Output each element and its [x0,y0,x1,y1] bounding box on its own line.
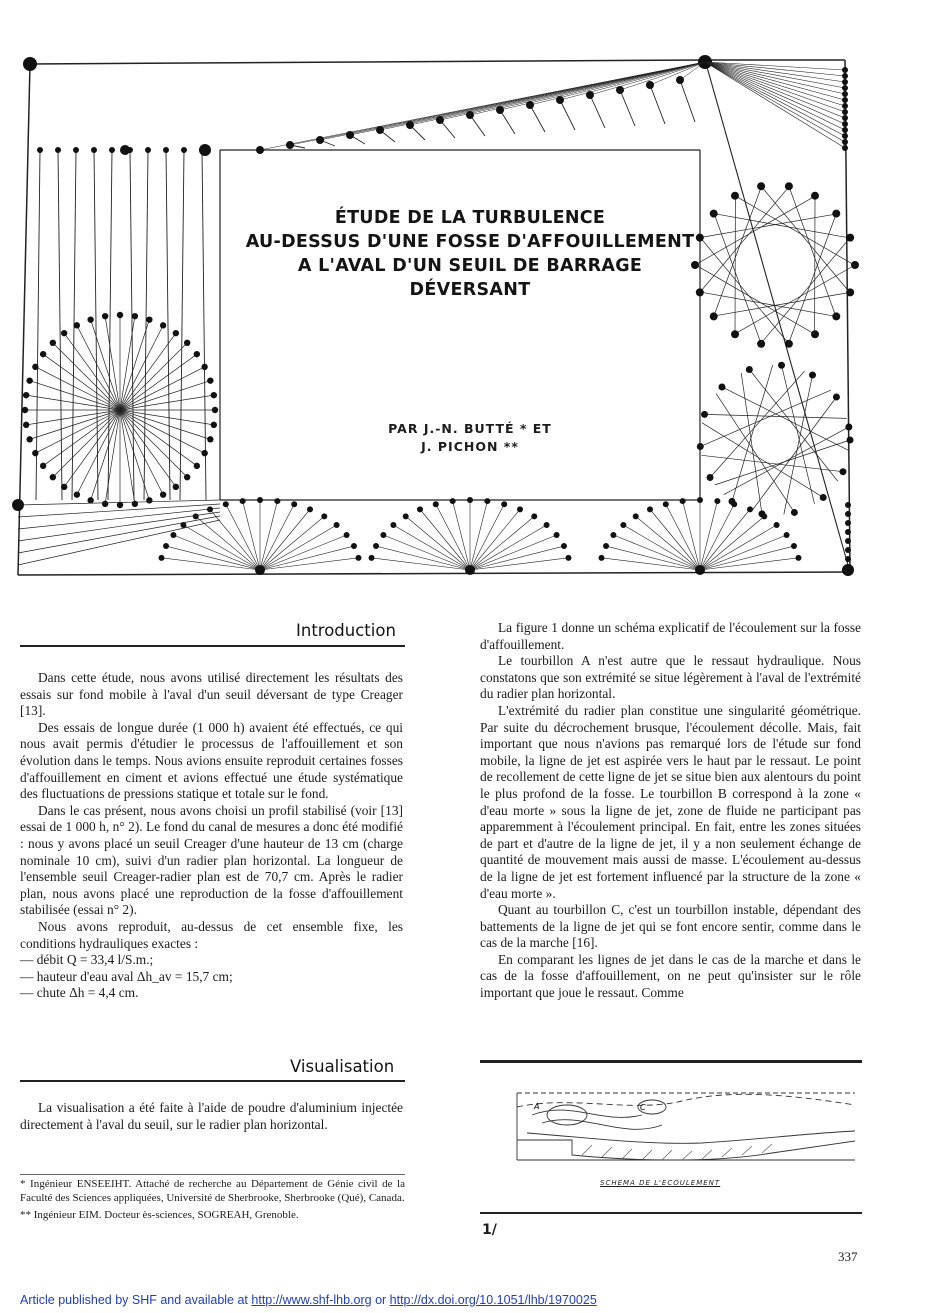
string-node [346,131,354,139]
string-line [120,410,197,466]
condition-item: — hauteur d'eau aval Δh_av = 15,7 cm; [20,968,233,984]
publication-middle: or [371,1293,390,1307]
string-line [714,186,762,316]
string-node [380,532,386,538]
footnote-rule [20,1174,405,1175]
string-node [406,121,414,129]
string-node [778,362,785,369]
shf-link[interactable]: http://www.shf-lhb.org [251,1293,372,1307]
string-node [610,532,616,538]
string-node [697,497,703,503]
string-node [501,501,507,507]
string-node [832,312,840,320]
string-node [256,146,264,154]
paragraph: Le tourbillon A n'est autre que le ressaut hydraulique. Nous constatons que son extrémité se situe légèrement à l'aval de l'extrémité du radier plan horizontal. [480,653,861,702]
string-node [286,141,294,149]
string-node [201,450,207,456]
string-node [146,497,152,503]
string-line [18,572,850,575]
string-node [344,532,350,538]
string-node [517,506,523,512]
string-node [842,67,848,73]
string-line [18,64,30,575]
title-line-3: A L'AVAL D'UN SEUIL DE BARRAGE [297,256,643,276]
heading-rule [20,1080,405,1082]
string-node [369,555,375,561]
string-node [321,513,327,519]
string-line [789,186,836,317]
string-node [159,555,165,561]
string-node [257,497,263,503]
label-c: C [640,1103,646,1112]
string-node [145,147,151,153]
string-node [833,393,840,400]
string-node [26,377,32,383]
string-node [845,423,852,430]
string-node [223,501,229,507]
string-node [839,468,846,475]
visualisation-body [20,1100,403,1133]
string-node [845,565,851,571]
string-node [785,340,793,348]
string-node [160,491,166,497]
string-node [785,182,793,190]
string-node [718,383,725,390]
string-line [500,110,515,134]
string-line [705,62,845,124]
string-line [705,414,847,418]
string-node [851,261,859,269]
string-node [181,147,187,153]
string-node [316,136,324,144]
string-node [291,501,297,507]
string-line [788,214,836,344]
string-node [746,366,753,373]
string-node [710,312,718,320]
string-line [120,381,210,410]
string-line [650,85,665,124]
string-node [714,498,720,504]
string-node [163,543,169,549]
string-node [193,513,199,519]
string-line [58,150,62,500]
string-node [74,491,80,497]
string-node [466,111,474,119]
string-node [845,529,851,535]
condition-item: — débit Q = 33,4 l/S.m.; [20,952,154,968]
string-node [307,506,313,512]
string-node [160,322,166,328]
heading-rule [20,645,405,647]
string-line [590,95,605,128]
string-line [43,354,120,410]
string-node [207,436,213,442]
string-node [211,392,217,398]
string-node [556,96,564,104]
string-node [842,121,848,127]
string-node [842,127,848,133]
string-node [207,377,213,383]
paragraph: En comparant les lignes de jet dans le cas de la marche et dans le cas de la fosse d'affouillement, on ne peut qu'insister sur le rôle important que joue le ressaut. Comme [480,951,861,1001]
string-node [701,411,708,418]
publication-notice [20,1293,597,1307]
article-title [220,206,720,302]
string-node [747,506,753,512]
string-node [55,147,61,153]
string-node [676,76,684,84]
string-line [784,375,813,514]
string-line [64,333,120,410]
string-node [194,351,200,357]
string-node [417,506,423,512]
string-node [680,498,686,504]
string-node [586,91,594,99]
string-node [211,422,217,428]
string-node [757,340,765,348]
string-node [616,86,624,94]
string-line [202,150,206,500]
introduction-heading: Introduction [296,621,396,640]
figure-bottom-rule [480,1212,862,1214]
string-node [731,501,737,507]
string-node [707,474,714,481]
authors [220,420,720,456]
right-column-body [480,620,861,1002]
string-node [50,340,56,346]
string-node [201,364,207,370]
string-line [36,150,40,500]
string-node [795,555,801,561]
string-node [23,392,29,398]
string-node [646,81,654,89]
string-node [40,351,46,357]
string-line [108,150,112,500]
string-node [61,330,67,336]
string-node [820,494,827,501]
visualisation-heading: Visualisation [290,1057,395,1076]
string-node [544,522,550,528]
string-node [132,313,138,319]
string-node [170,532,176,538]
string-node [390,522,396,528]
doi-link[interactable]: http://dx.doi.org/10.1051/lhb/1970025 [389,1293,597,1307]
string-node [450,498,456,504]
string-node [255,565,265,575]
footnotes [20,1178,405,1227]
label-a: A [534,1102,540,1111]
paragraph: La visualisation a été faite à l'aide de poudre d'aluminium injectée directement à l'aval du seuil, sur le radier plan horizontal. [20,1100,403,1132]
string-node [842,85,848,91]
string-node [811,330,819,338]
string-node [376,126,384,134]
string-node [774,522,780,528]
string-node [531,513,537,519]
string-line [94,150,98,500]
string-line [705,60,850,572]
string-node [73,147,79,153]
string-line [715,440,850,485]
string-line [470,62,705,115]
string-node [561,543,567,549]
string-node [351,543,357,549]
string-node [109,147,115,153]
string-node [842,97,848,103]
string-node [87,497,93,503]
string-node [757,182,765,190]
string-line [620,62,705,90]
string-node [784,532,790,538]
string-line [91,320,120,410]
string-node [87,316,93,322]
string-node [334,522,340,528]
string-line [700,214,837,238]
string-node [842,145,848,151]
string-node [842,109,848,115]
paragraph: La figure 1 donne un schéma explicatif de l'écoulement sur la fosse d'affouillement. [480,620,861,652]
string-line [700,292,837,316]
publication-prefix: Article published by SHF and available at [20,1293,252,1307]
string-node [22,407,28,413]
string-line [705,62,845,118]
string-node [845,547,851,553]
string-node [163,147,169,153]
string-node [620,522,626,528]
string-node [23,422,29,428]
string-line [18,508,220,529]
string-node [791,509,798,516]
string-line [722,387,849,451]
string-node [842,133,848,139]
string-line [705,62,845,100]
string-node [184,474,190,480]
string-line [702,423,823,498]
string-node [633,513,639,519]
string-line [680,80,695,122]
string-node [603,543,609,549]
string-node [845,511,851,517]
string-line [713,292,850,316]
string-node [465,565,475,575]
string-line [120,354,197,410]
string-node [50,474,56,480]
string-node [274,498,280,504]
string-node [373,543,379,549]
string-node [731,192,739,200]
string-node [117,312,123,318]
string-line [120,333,176,410]
string-node [484,498,490,504]
figure-number: 1/ [482,1222,497,1238]
string-line [120,410,187,477]
string-node [32,450,38,456]
string-line [732,365,773,501]
string-line [91,410,120,500]
title-line-2: AU-DESSUS D'UNE FOSSE D'AFFOUILLEMENT [245,232,695,252]
string-node [146,316,152,322]
string-node [496,106,504,114]
string-node [842,73,848,79]
string-line [530,105,545,132]
paragraph: Dans le cas présent, nous avons choisi un profil stabilisé (voir [13] essai de 1 000 h, n° 2). Le fond du canal de mesures a donc été modifié : nous y avons placé un seuil Creager d'une hauteur de 13 cm (charge nominale 10 cm), suivi d'un radier plan horizontal. La longueur de l'ensemble seuil Creager-radier plan est de 70,7 cm. Après le radier plan, nous avons placé une reproduction de la fosse d'affouillement stabilisée (essai n° 2). [20,802,403,918]
string-node [847,437,854,444]
string-line [180,150,184,500]
string-line [705,62,845,94]
paragraph: Quant au tourbillon C, c'est un tourbillon instable, dépendant des battements de la ligne de jet qui se font encore sentir, comme dans le cas de la marche [16]. [480,902,861,951]
string-node [467,497,473,503]
string-node [74,322,80,328]
string-node [845,520,851,526]
string-line [120,343,187,410]
string-line [30,60,705,64]
string-line [18,516,220,553]
string-node [403,513,409,519]
string-node [61,484,67,490]
paragraph: L'extrémité du radier plan constitue une singularité géométrique. Par suite du décrochement brusque, l'écoulement décolle. Mais, fait important que nous n'avions pas remarqué lors de l'étude sur fond mobile, la ligne de jet est aspirée vers le haut par le ressaut. Le point de recollement de cette ligne de jet se situe bien aux alentours du point le plus profond de la fosse. Le tourbillon B correspond à la zone « d'eau morte » sous la ligne de jet, zone de fluide ne participant pas apparemment à l'écoulement principal. En fait, entre les zones situées de part et d'autre de la ligne de jet, il y a non seulement échange de quantité de mouvement mais aussi de masse. L'écoulement au-dessus de la ligne de jet est fortement influencé par la structure de la zone « d'eau morte ». [480,702,861,901]
string-node [194,463,200,469]
string-node [761,513,767,519]
string-node [832,210,840,218]
paragraph: Nous avons reproduit, au-dessus de cet ensemble fixe, les conditions hydrauliques exactes : [20,918,403,951]
title-line-4: DÉVERSANT [409,280,531,300]
authors-line-1: PAR J.-N. BUTTÉ * ET [388,421,552,436]
string-node [173,484,179,490]
figure-caption: SCHEMA DE L'ECOULEMENT [600,1179,721,1187]
string-node [526,101,534,109]
string-node [842,91,848,97]
title-line-1: ÉTUDE DE LA TURBULENCE [334,208,606,228]
string-node [811,192,819,200]
string-node [355,555,361,561]
string-line [590,62,705,95]
string-node [842,103,848,109]
string-node [433,501,439,507]
string-node [845,502,851,508]
string-line [166,150,170,500]
string-node [436,116,444,124]
string-node [240,498,246,504]
string-node [842,139,848,145]
paragraph: Dans cette étude, nous avons utilisé directement les résultats des essais sur fond mobile à l'aval d'un seuil déversant de type Creager [13]. [20,670,403,719]
string-line [724,427,849,495]
string-node [32,364,38,370]
string-line [705,62,845,112]
string-node [842,115,848,121]
footnote: * Ingénieur ENSEEIHT. Attaché de recherche au Département de Génie civil de la Faculté des Sciences appliquées, Université de Sherbrooke, Sherbrooke (Qué), Canada. [20,1178,405,1204]
string-node [809,372,816,379]
string-node [184,340,190,346]
figure-top-rule [480,1060,862,1063]
string-node [102,501,108,507]
string-line [782,365,815,503]
string-node [40,463,46,469]
string-node [173,330,179,336]
string-node [37,147,43,153]
string-node [199,144,211,156]
string-node [91,147,97,153]
string-line [120,410,176,487]
string-line [741,373,762,514]
string-line [705,62,845,136]
string-line [440,62,705,120]
string-node [846,234,854,242]
footnote: ** Ingénieur EIM. Docteur ès-sciences, SOGREAH, Grenoble. [20,1209,299,1222]
string-node [554,532,560,538]
page-number: 337 [838,1249,858,1264]
string-line [714,214,851,238]
string-node [599,555,605,561]
string-node [731,330,739,338]
string-node [663,501,669,507]
string-line [53,410,120,477]
string-line [620,90,635,126]
condition-item: — chute Δh = 4,4 cm. [20,985,139,1001]
authors-line-2: J. PICHON ** [421,439,519,454]
string-node [102,313,108,319]
string-node [695,565,705,575]
string-node [120,145,130,155]
string-node [212,407,218,413]
string-node [23,57,37,71]
string-node [565,555,571,561]
string-line [30,381,120,410]
string-node [791,543,797,549]
string-node [842,79,848,85]
string-node [845,538,851,544]
string-line [30,410,120,439]
paragraph: Des essais de longue durée (1 000 h) avaient été effectués, ce qui nous avait permis d'étudier le processus de l'affouillement et son évolution dans le temps. Nous avions ensuite reproduit certaines fosses d'affouillement en ciment et avions effectué une étude systématique des fluctuations de pressions statique et totale sur le fond. [20,719,403,802]
string-line [735,265,855,334]
string-node [647,506,653,512]
string-line [761,238,851,344]
string-node [26,436,32,442]
string-line [761,186,850,293]
string-node [845,556,851,562]
introduction-body [20,670,403,1002]
string-node [132,501,138,507]
string-line [560,100,575,130]
